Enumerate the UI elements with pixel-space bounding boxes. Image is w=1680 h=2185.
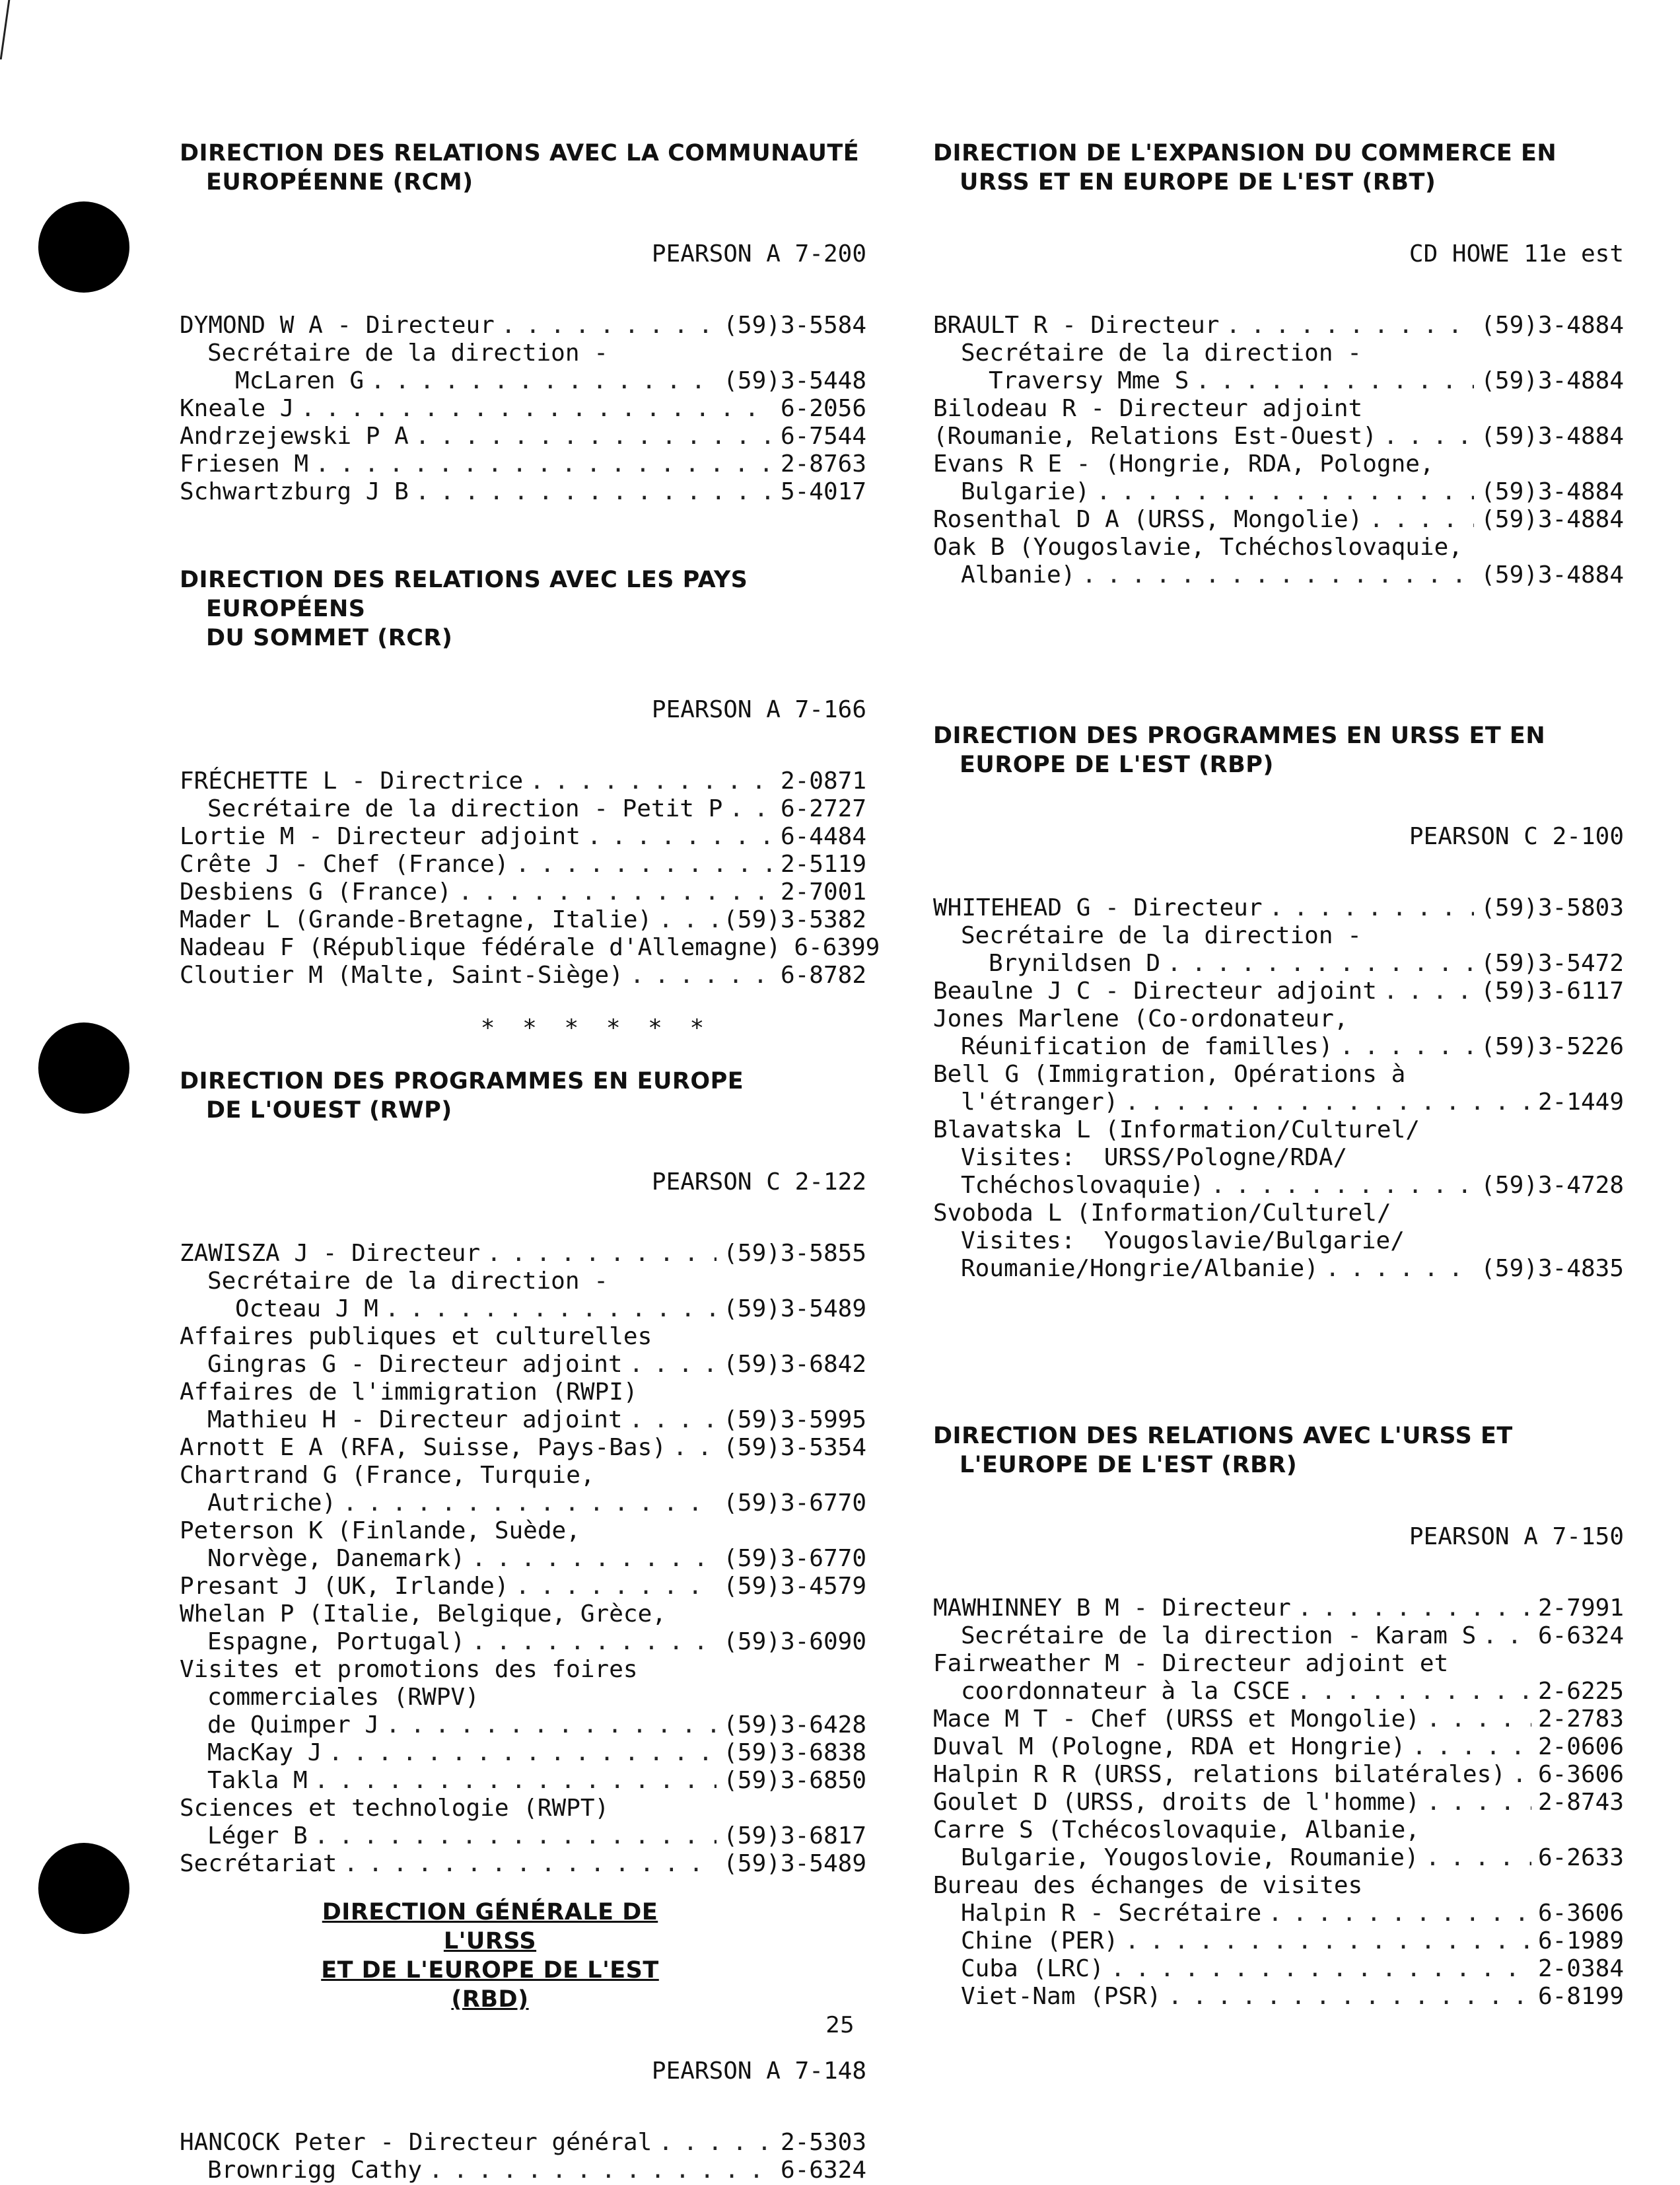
entry-phone: (59)3-6817 <box>723 1822 866 1849</box>
entry-text-line: Svoboda L (Information/Culturel/ <box>933 1200 1391 1227</box>
entry-text-line: Secrétaire de la direction - <box>961 340 1362 367</box>
dot-leader <box>1298 1594 1531 1622</box>
dot-leader <box>1426 1789 1531 1816</box>
directory-entry <box>933 1900 1624 1927</box>
directory-entry <box>180 367 866 395</box>
dot-leader <box>1082 561 1474 589</box>
section-heading: DIRECTION DES RELATIONS AVEC L'URSS ET L'EUROPE DE L'EST (RBR) <box>933 1423 1513 1478</box>
entry-name: Albanie) <box>961 561 1076 589</box>
entry-name: McLaren G <box>235 367 365 394</box>
directory-entry <box>180 906 866 934</box>
dot-leader <box>1195 367 1474 395</box>
dot-leader <box>472 1545 717 1573</box>
entry-name: Cloutier M (Malte, Saint-Siège) <box>180 962 623 989</box>
entry-phone: (59)3-5354 <box>723 1434 866 1461</box>
entry-phone: (59)3-5489 <box>723 1850 866 1877</box>
dot-leader <box>658 2129 774 2157</box>
directory-entry <box>180 851 866 878</box>
entry-name: Duval M (Pologne, RDA et Hongrie) <box>933 1733 1406 1760</box>
section-heading: DIRECTION DES RELATIONS AVEC LA COMMUNAUTÉ EUROPÉENNE (RCM) <box>180 140 860 196</box>
directory-entry <box>180 2129 866 2157</box>
entry-name: HANCOCK Peter - Directeur général <box>180 2129 652 2156</box>
entry-phone: (59)3-5855 <box>723 1240 866 1267</box>
directory-entry <box>180 450 866 478</box>
directory-entry <box>933 478 1624 506</box>
entry-name: Viet-Nam (PSR) <box>961 1983 1162 2010</box>
entry-phone: 6-3606 <box>1537 1900 1624 1927</box>
dot-leader <box>1383 978 1474 1005</box>
entry-phone: 2-2783 <box>1537 1705 1624 1733</box>
directory-entry <box>933 1089 1624 1116</box>
page-number: 25 <box>825 2012 855 2038</box>
directory-entry <box>933 894 1624 922</box>
entry-phone: 6-2056 <box>780 395 866 422</box>
section-heading: DIRECTION DES RELATIONS AVEC LES PAYS EUROPÉENS DU SOMMET (RCR) <box>180 567 748 651</box>
entry-phone: 2-5119 <box>780 851 866 878</box>
dot-leader <box>1167 950 1474 978</box>
directory-entry <box>180 934 880 962</box>
entry-phone: (59)3-5489 <box>723 1295 866 1322</box>
directory-entry <box>180 878 866 906</box>
directory-entry <box>933 506 1624 534</box>
dot-leader <box>1096 478 1474 506</box>
binder-hole-bottom <box>38 1843 129 1934</box>
entry-phone: (59)3-5472 <box>1481 950 1624 977</box>
entry-text-line: commerciales (RWPV) <box>207 1684 479 1711</box>
entry-text-line: Affaires publiques et culturelles <box>180 1323 652 1350</box>
dot-leader <box>386 1711 717 1739</box>
entry-phone: (59)3-4884 <box>1481 478 1624 505</box>
directory-entry <box>933 950 1624 978</box>
entry-name: FRÉCHETTE L - Directrice <box>180 768 524 795</box>
section-location: PEARSON C 2-100 <box>1409 823 1624 850</box>
dot-leader <box>587 823 774 851</box>
entry-name: ZAWISZA J - Directeur <box>180 1240 481 1267</box>
entry-name: Mace M T - Chef (URSS et Mongolie) <box>933 1705 1420 1733</box>
entry-text-line: Whelan P (Italie, Belgique, Grèce, <box>180 1600 666 1628</box>
entry-name: Kneale J <box>180 395 295 422</box>
dot-leader <box>630 962 774 989</box>
dot-leader <box>530 768 774 795</box>
entry-name: Schwartzburg J B <box>180 478 409 505</box>
dot-leader <box>658 906 717 934</box>
entry-name: l'étranger) <box>961 1089 1119 1116</box>
directory-entry <box>180 1850 866 1878</box>
entry-name: Bulgarie, Yougoslovie, Roumanie) <box>961 1844 1419 1871</box>
entry-name: Norvège, Danemark) <box>207 1545 466 1572</box>
section-heading: DIRECTION DES PROGRAMMES EN EUROPE DE L'OUEST (RWP) <box>180 1068 744 1124</box>
entry-text-line: Secrétaire de la direction - <box>207 1268 608 1295</box>
entry-phone: 2-7001 <box>780 878 866 906</box>
directory-entry <box>180 1711 866 1739</box>
directory-entry <box>933 1789 1624 1816</box>
entry-name: Chine (PER) <box>961 1927 1119 1954</box>
directory-entry <box>933 312 1624 340</box>
entry-text-line: Sciences et technologie (RWPT) <box>180 1795 610 1822</box>
directory-entry <box>180 1628 866 1656</box>
entry-text-line: Bilodeau R - Directeur adjoint <box>933 395 1363 422</box>
dot-leader <box>458 878 774 906</box>
entry-phone: 6-8199 <box>1537 1983 1624 2010</box>
directory-entry <box>180 1545 866 1573</box>
entry-phone: 2-8743 <box>1537 1789 1624 1816</box>
directory-entry <box>933 1622 1624 1650</box>
dot-leader <box>1340 1033 1475 1061</box>
dot-leader <box>501 312 717 340</box>
dot-leader <box>1111 1955 1531 1983</box>
dot-leader <box>415 423 774 450</box>
directory-entry <box>180 795 866 823</box>
directory-entry <box>933 1678 1624 1705</box>
dot-leader <box>729 795 774 823</box>
entry-name: Goulet D (URSS, droits de l'homme) <box>933 1789 1420 1816</box>
entry-phone: (59)3-6838 <box>723 1739 866 1766</box>
binder-hole-top <box>38 201 129 293</box>
entry-phone: 2-7991 <box>1537 1594 1624 1622</box>
entry-phone: 6-3606 <box>1537 1761 1624 1788</box>
dot-leader <box>1383 423 1474 450</box>
entry-text-line: Carre S (Tchécoslovaquie, Albanie, <box>933 1816 1420 1844</box>
directory-entry <box>180 478 866 506</box>
entry-phone: 5-4017 <box>780 478 866 505</box>
directory-entry <box>933 561 1624 589</box>
entry-name: Nadeau F (République fédérale d'Allemagne) <box>180 934 781 961</box>
entry-text-line: Evans R E - (Hongrie, RDA, Pologne, <box>933 450 1434 478</box>
entry-text-line: Chartrand G (France, Turquie, <box>180 1462 595 1489</box>
directory-entry <box>180 1822 866 1850</box>
entry-phone: 6-6324 <box>780 2157 866 2184</box>
dot-leader <box>472 1628 717 1656</box>
dot-leader <box>328 1739 717 1767</box>
entry-name: Takla M <box>207 1767 308 1794</box>
entry-name: Brownrigg Cathy <box>207 2157 423 2184</box>
entry-phone: 2-8763 <box>780 450 866 478</box>
entry-name: Cuba (LRC) <box>961 1955 1104 1982</box>
directory-entry <box>180 1406 866 1434</box>
section-location: PEARSON A 7-166 <box>651 696 866 723</box>
directory-entry <box>933 1733 1624 1761</box>
entry-name: Mader L (Grande-Bretagne, Italie) <box>180 906 652 933</box>
dot-leader <box>516 1573 717 1600</box>
directory-entry <box>933 1844 1624 1872</box>
right-column <box>933 139 1624 2011</box>
directory-entry <box>933 1033 1624 1061</box>
entry-phone: (59)3-6090 <box>723 1628 866 1655</box>
entry-name: Secrétaire de la direction - Karam S <box>961 1622 1477 1649</box>
section-heading: DIRECTION DE L'EXPANSION DU COMMERCE EN URSS ET EN EUROPE DE L'EST (RBT) <box>933 140 1557 196</box>
entry-phone: 2-6225 <box>1537 1678 1624 1705</box>
entry-name: Secrétariat <box>180 1850 337 1877</box>
entry-phone: 6-6399 <box>794 934 880 961</box>
dot-leader <box>415 478 774 506</box>
entry-name: Arnott E A (RFA, Suisse, Pays-Bas) <box>180 1434 666 1461</box>
entry-name: Mathieu H - Directeur adjoint <box>207 1406 623 1433</box>
entry-name: MacKay J <box>207 1739 322 1766</box>
entry-phone: 6-4484 <box>780 823 866 850</box>
entry-name: Beaulne J C - Directeur adjoint <box>933 978 1377 1005</box>
directory-entry <box>933 423 1624 450</box>
dot-leader <box>1483 1622 1531 1650</box>
dot-leader <box>1512 1761 1531 1789</box>
entry-name: WHITEHEAD G - Directeur <box>933 894 1263 921</box>
dot-leader <box>1412 1733 1531 1761</box>
section-separator: * * * * * * <box>480 1015 711 1042</box>
dot-leader <box>1297 1678 1531 1705</box>
entry-name: Halpin R R (URSS, relations bilatérales) <box>933 1761 1506 1788</box>
entry-phone: 6-2633 <box>1537 1844 1624 1871</box>
entry-phone: (59)3-6842 <box>723 1351 866 1378</box>
dot-leader <box>673 1434 717 1462</box>
dot-leader <box>343 1850 717 1878</box>
directory-entry <box>933 367 1624 395</box>
section-location: PEARSON A 7-200 <box>651 240 866 268</box>
binder-hole-middle <box>38 1022 129 1114</box>
entry-phone: (59)3-6770 <box>723 1489 866 1517</box>
dot-leader <box>1369 506 1474 534</box>
directory-entry <box>180 1351 866 1379</box>
directory-entry <box>180 962 866 989</box>
dot-leader <box>1168 1983 1531 2011</box>
entry-phone: 2-0606 <box>1537 1733 1624 1760</box>
margin-mark <box>0 0 14 59</box>
entry-name: Presant J (UK, Irlande) <box>180 1573 509 1600</box>
entry-phone: 2-1449 <box>1537 1089 1624 1116</box>
entry-text-line: Secrétaire de la direction - <box>207 340 608 367</box>
entry-name: Roumanie/Hongrie/Albanie) <box>961 1255 1319 1282</box>
dot-leader <box>315 450 774 478</box>
directory-entry <box>933 1255 1624 1283</box>
directory-entry <box>180 1767 866 1795</box>
directory-entry <box>180 823 866 851</box>
dot-leader <box>1125 1927 1531 1955</box>
entry-name: Desbiens G (France) <box>180 878 452 906</box>
directory-entry <box>180 1240 866 1268</box>
entry-phone: (59)3-6850 <box>723 1767 866 1794</box>
directory-entry <box>933 1705 1624 1733</box>
entry-name: DYMOND W A - Directeur <box>180 312 495 339</box>
section-location: CD HOWE 11e est <box>1409 240 1624 268</box>
entry-name: Friesen M <box>180 450 309 478</box>
entry-name: Espagne, Portugal) <box>207 1628 466 1655</box>
dot-leader <box>429 2157 774 2184</box>
dot-leader <box>1210 1172 1474 1200</box>
entry-name: MAWHINNEY B M - Directeur <box>933 1594 1291 1622</box>
dot-leader <box>516 851 774 878</box>
dot-leader <box>385 1295 717 1323</box>
entry-phone: (59)3-6770 <box>723 1545 866 1572</box>
entry-phone: (59)3-5226 <box>1481 1033 1624 1060</box>
entry-phone: (59)3-5382 <box>723 906 866 933</box>
dot-leader <box>370 367 717 395</box>
entry-phone: 6-6324 <box>1537 1622 1624 1649</box>
entry-name: Brynildsen D <box>989 950 1161 977</box>
entry-text-line: Blavatska L (Information/Culturel/ <box>933 1116 1420 1143</box>
entry-text-line: Bell G (Immigration, Opérations à <box>933 1061 1406 1088</box>
entry-phone: 6-8782 <box>780 962 866 989</box>
entry-phone: 6-1989 <box>1537 1927 1624 1954</box>
entry-phone: (59)3-5803 <box>1481 894 1624 921</box>
entry-phone: 6-7544 <box>780 423 866 450</box>
dot-leader <box>1226 312 1474 340</box>
dot-leader <box>1426 1844 1531 1872</box>
entry-text-line: Visites: URSS/Pologne/RDA/ <box>961 1144 1348 1171</box>
entry-name: Halpin R - Secrétaire <box>961 1900 1262 1927</box>
directory-entry <box>180 395 866 423</box>
entry-name: Tchéchoslovaquie) <box>961 1172 1205 1199</box>
directory-entry <box>180 1434 866 1462</box>
entry-name: Autriche) <box>207 1489 337 1517</box>
directory-entry <box>180 1739 866 1767</box>
dot-leader <box>343 1489 717 1517</box>
dot-leader <box>1269 894 1475 922</box>
entry-name: Andrzejewski P A <box>180 423 409 450</box>
entry-phone: (59)3-4884 <box>1481 367 1624 394</box>
entry-name: Rosenthal D A (URSS, Mongolie) <box>933 506 1363 533</box>
entry-phone: (59)3-5584 <box>723 312 866 339</box>
entry-name: Léger B <box>207 1822 308 1849</box>
directory-entry <box>933 978 1624 1005</box>
directory-entry <box>933 1983 1624 2011</box>
dot-leader <box>314 1767 717 1795</box>
entry-phone: 2-0871 <box>780 768 866 795</box>
entry-text-line: Peterson K (Finlande, Suède, <box>180 1517 580 1544</box>
entry-name: BRAULT R - Directeur <box>933 312 1220 339</box>
entry-phone: (59)3-4884 <box>1481 561 1624 589</box>
entry-text-line: Bureau des échanges de visites <box>933 1872 1363 1899</box>
dot-leader <box>1125 1089 1531 1116</box>
entry-phone: (59)3-6117 <box>1481 978 1624 1005</box>
entry-text-line: Oak B (Yougoslavie, Tchéchoslovaquie, <box>933 534 1463 561</box>
entry-name: Crête J - Chef (France) <box>180 851 509 878</box>
section-location: PEARSON A 7-150 <box>1409 1523 1624 1550</box>
entry-phone: (59)3-4884 <box>1481 506 1624 533</box>
dot-leader <box>1325 1255 1474 1283</box>
entry-name: (Roumanie, Relations Est-Ouest) <box>933 423 1377 450</box>
entry-phone: (59)3-4728 <box>1481 1172 1624 1199</box>
entry-text-line: Visites: Yougoslavie/Bulgarie/ <box>961 1227 1405 1254</box>
directory-entry <box>180 768 866 795</box>
dot-leader <box>629 1351 717 1379</box>
section-location: PEARSON A 7-148 <box>651 2058 866 2085</box>
entry-phone: (59)3-4884 <box>1481 312 1624 339</box>
dot-leader <box>1426 1705 1531 1733</box>
entry-text-line: Fairweather M - Directeur adjoint et <box>933 1650 1449 1677</box>
entry-phone: (59)3-5448 <box>723 367 866 394</box>
directory-entry <box>180 2157 866 2184</box>
directory-entry <box>180 1295 866 1323</box>
dot-leader <box>314 1822 717 1850</box>
entry-name: Bulgarie) <box>961 478 1090 505</box>
entry-name: Octeau J M <box>235 1295 378 1322</box>
directory-entry <box>933 1594 1624 1622</box>
section-heading: DIRECTION GÉNÉRALE DE L'URSS ET DE L'EUROPE DE L'EST (RBD) <box>321 1899 659 2013</box>
entry-phone: 2-0384 <box>1537 1955 1624 1982</box>
directory-entry <box>933 1927 1624 1955</box>
left-column <box>180 139 880 2184</box>
entry-phone: (59)3-4884 <box>1481 423 1624 450</box>
dot-leader <box>629 1406 717 1434</box>
section-heading: DIRECTION DES PROGRAMMES EN URSS ET EN EUROPE DE L'EST (RBP) <box>933 723 1546 778</box>
directory-entry <box>180 1489 866 1517</box>
entry-name: Traversy Mme S <box>989 367 1189 394</box>
entry-name: Gingras G - Directeur adjoint <box>207 1351 623 1378</box>
entry-text-line: Jones Marlene (Co-ordonateur, <box>933 1005 1348 1032</box>
entry-text-line: Affaires de l'immigration (RWPI) <box>180 1379 638 1406</box>
entry-name: Secrétaire de la direction - Petit P <box>207 795 723 822</box>
entry-phone: (59)3-4835 <box>1481 1255 1624 1282</box>
entry-name: Réunification de familles) <box>961 1033 1333 1060</box>
entry-phone: (59)3-5995 <box>723 1406 866 1433</box>
entry-name: Lortie M - Directeur adjoint <box>180 823 580 850</box>
directory-entry <box>933 1955 1624 1983</box>
directory-entry <box>933 1172 1624 1200</box>
dot-leader <box>1268 1900 1531 1927</box>
entry-name: de Quimper J <box>207 1711 380 1738</box>
entry-phone: (59)3-6428 <box>723 1711 866 1738</box>
entry-phone: (59)3-4579 <box>723 1573 866 1600</box>
dot-leader <box>487 1240 717 1268</box>
directory-entry <box>933 1761 1624 1789</box>
entry-text-line: Visites et promotions des foires <box>180 1656 638 1683</box>
entry-phone: 6-2727 <box>780 795 866 822</box>
directory-entry <box>180 312 866 340</box>
entry-name: coordonnateur à la CSCE <box>961 1678 1290 1705</box>
directory-entry <box>180 423 866 450</box>
entry-text-line: Secrétaire de la direction - <box>961 922 1362 949</box>
directory-entry <box>180 1573 866 1600</box>
section-location: PEARSON C 2-122 <box>651 1168 866 1196</box>
entry-phone: 2-5303 <box>780 2129 866 2156</box>
dot-leader <box>300 395 774 423</box>
